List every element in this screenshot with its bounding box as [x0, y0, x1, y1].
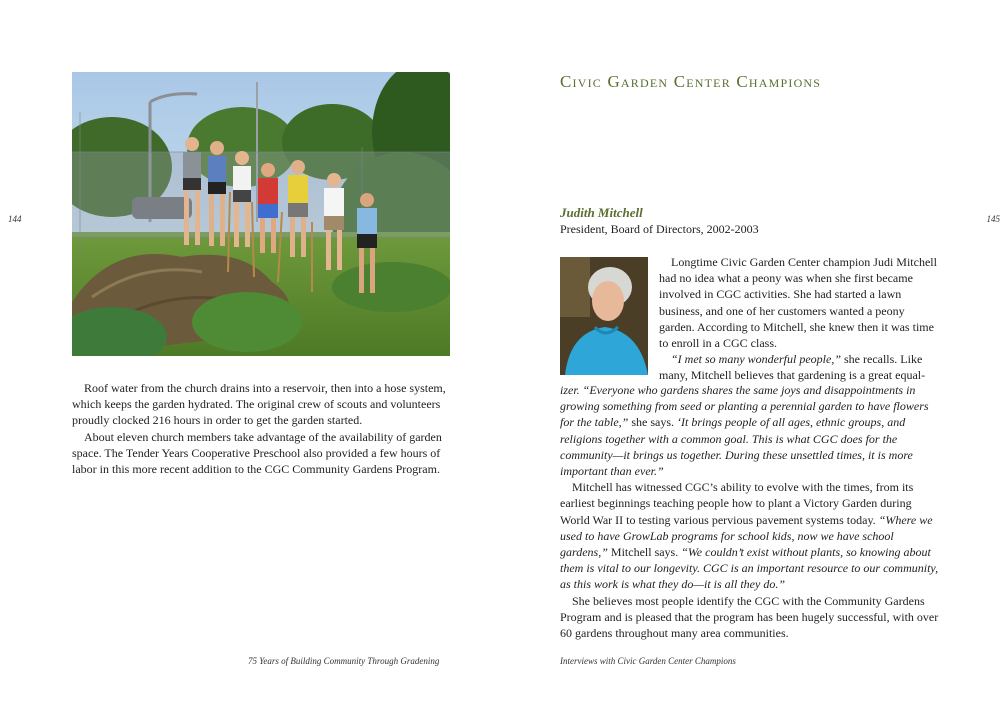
paragraph — [560, 382, 940, 479]
intro-paragraph-block — [659, 254, 939, 384]
interviewee-name: Judith Mitchell — [560, 205, 643, 220]
interviewee-role: President, Board of Directors, 2002-2003 — [560, 222, 759, 236]
paragraph-text: she recalls. Like many, Mitchell believes that gardening is a great equal- — [659, 352, 926, 383]
right-page — [504, 0, 1008, 720]
portrait-photo — [560, 257, 648, 375]
chapter-title: Civic Garden Center Champions — [560, 72, 822, 91]
paragraph-text: Mitchell has witnessed CGC’s ability to evolve with the times, from its earliest beginnings teaching people how to plant a Victory Garden during World War II to testing various pervious pavement systems today. — [560, 480, 914, 527]
page-number: 144 — [8, 214, 22, 224]
quote: izer. “Everyone who gardens shares the same joys and disappointments in growing something from seed or planting a perennial garden to have flowers for the table,” — [560, 383, 929, 430]
running-footer: Interviews with Civic Garden Center Champions — [560, 656, 736, 666]
paragraph: About eleven church members take advantage of the availability of garden space. The Tender Years Cooperative Preschool also provided a few hours of labor in this more recent addition to the CGC Community Gardens Program. — [72, 429, 442, 477]
paragraph — [659, 351, 939, 383]
paragraph: She believes most people identify the CGC with the Community Gardens Program and is pleased that the program has been hugely successful, with over 60 gardens throughout many area communities. — [560, 593, 939, 641]
paragraph: Longtime Civic Garden Center champion Judi Mitchell had no idea what a peony was when she first became involved in CGC activities. She had started a lawn business, and one of her customers wanted a peony garden. According to Mitchell, she knew then it was time to enroll in a CGC class. — [659, 255, 937, 351]
page-number: 145 — [986, 214, 1000, 224]
paragraph-text: she says. — [628, 415, 678, 430]
right-body-text — [560, 382, 940, 641]
quote: “I met so many wonderful people,” — [671, 352, 841, 367]
quote: “We couldn’t exist without plants, so knowing about them is vital to our longevity. CGC is an important resource to our community, as this work is what they do—it is all they do.” — [560, 545, 939, 592]
running-footer: 75 Years of Building Community Through Gradening — [248, 656, 440, 666]
left-body-text — [72, 380, 452, 477]
quote: “Where we used to have GrowLab programs for school kids, now we have school gardens,” — [560, 512, 933, 560]
paragraph — [560, 479, 940, 592]
paragraph-text: Mitchell says. — [607, 545, 682, 560]
quote: ‘It brings people of all ages, ethnic groups, and religions together with a common goal. This is what CGC does for the community—it brings us together. During these unsettled times, it is more important than ever.” — [560, 415, 913, 479]
garden-volunteers-photo — [72, 72, 450, 356]
paragraph: Roof water from the church drains into a reservoir, then into a hose system, which keeps the garden hydrated. The original crew of scouts and volunteers proudly clocked 216 hours in order to get the garden started. — [72, 381, 446, 428]
